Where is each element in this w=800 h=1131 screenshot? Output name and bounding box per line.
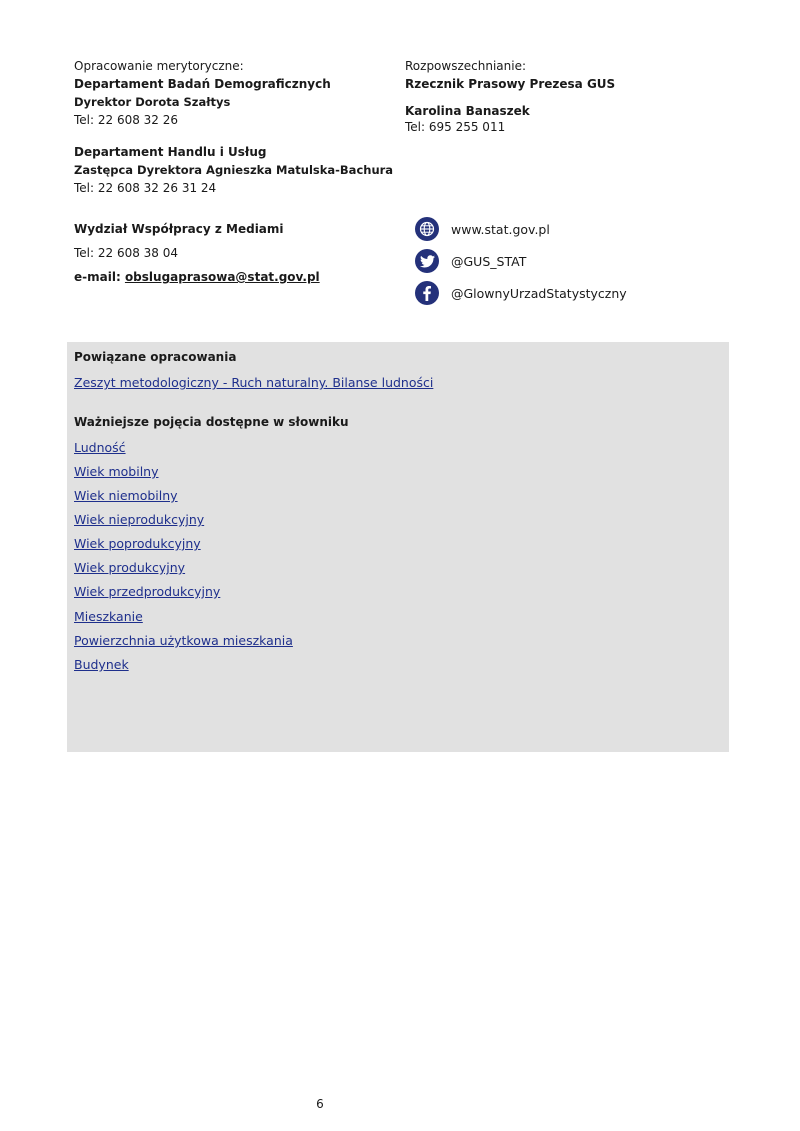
dept1-person: Dyrektor Dorota Szałtys xyxy=(74,95,231,109)
website-link[interactable]: www.stat.gov.pl xyxy=(451,222,550,237)
dept2-name: Departament Handlu i Usług xyxy=(74,145,267,159)
twitter-link[interactable]: @GUS_STAT xyxy=(451,254,527,269)
page-number: 6 xyxy=(316,1097,324,1111)
globe-icon xyxy=(415,217,439,241)
glossary-link-ludnosc[interactable]: Ludność xyxy=(74,440,126,455)
related-box xyxy=(67,342,729,752)
glossary-link-budynek[interactable]: Budynek xyxy=(74,657,129,672)
dept2-tel: Tel: 22 608 32 26 31 24 xyxy=(74,181,217,195)
related-heading: Powiązane opracowania xyxy=(74,350,237,364)
email-label: e-mail: xyxy=(74,270,125,284)
email-line xyxy=(74,269,320,286)
spokesman-tel: Tel: 695 255 011 xyxy=(405,120,506,134)
spokesman-name: Karolina Banaszek xyxy=(405,104,530,118)
glossary-link-wiek-przedprodukcyjny[interactable]: Wiek przedprodukcyjny xyxy=(74,584,221,599)
glossary-link-wiek-mobilny[interactable]: Wiek mobilny xyxy=(74,464,159,479)
dept2-person: Zastępca Dyrektora Agnieszka Matulska-Bachura xyxy=(74,163,394,177)
glossary-heading: Ważniejsze pojęcia dostępne w słowniku xyxy=(74,415,349,429)
related-link[interactable]: Zeszyt metodologiczny - Ruch naturalny. Bilanse ludności xyxy=(74,375,434,390)
spokesman-title: Rzecznik Prasowy Prezesa GUS xyxy=(405,77,616,91)
dept1-tel: Tel: 22 608 32 26 xyxy=(74,113,179,127)
media-name: Wydział Współpracy z Mediami xyxy=(74,222,284,236)
dept1-name: Departament Badań Demograficznych xyxy=(74,77,331,91)
email-link[interactable]: obslugaprasowa@stat.gov.pl xyxy=(124,270,320,284)
twitter-icon xyxy=(415,249,439,273)
glossary-link-powierzchnia[interactable]: Powierzchnia użytkowa mieszkania xyxy=(74,633,293,648)
glossary-link-wiek-nieprodukcyjny[interactable]: Wiek nieprodukcyjny xyxy=(74,512,205,527)
facebook-icon xyxy=(415,281,439,305)
glossary-link-wiek-produkcyjny[interactable]: Wiek produkcyjny xyxy=(74,560,186,575)
glossary-link-mieszkanie[interactable]: Mieszkanie xyxy=(74,609,143,624)
glossary-link-wiek-niemobilny[interactable]: Wiek niemobilny xyxy=(74,488,178,503)
media-tel: Tel: 22 608 38 04 xyxy=(74,246,179,260)
glossary-link-wiek-poprodukcyjny[interactable]: Wiek poprodukcyjny xyxy=(74,536,201,551)
prep-label: Opracowanie merytoryczne: xyxy=(74,59,244,73)
facebook-link[interactable]: @GlownyUrzadStatystyczny xyxy=(451,286,627,301)
dist-label: Rozpowszechnianie: xyxy=(405,59,527,73)
